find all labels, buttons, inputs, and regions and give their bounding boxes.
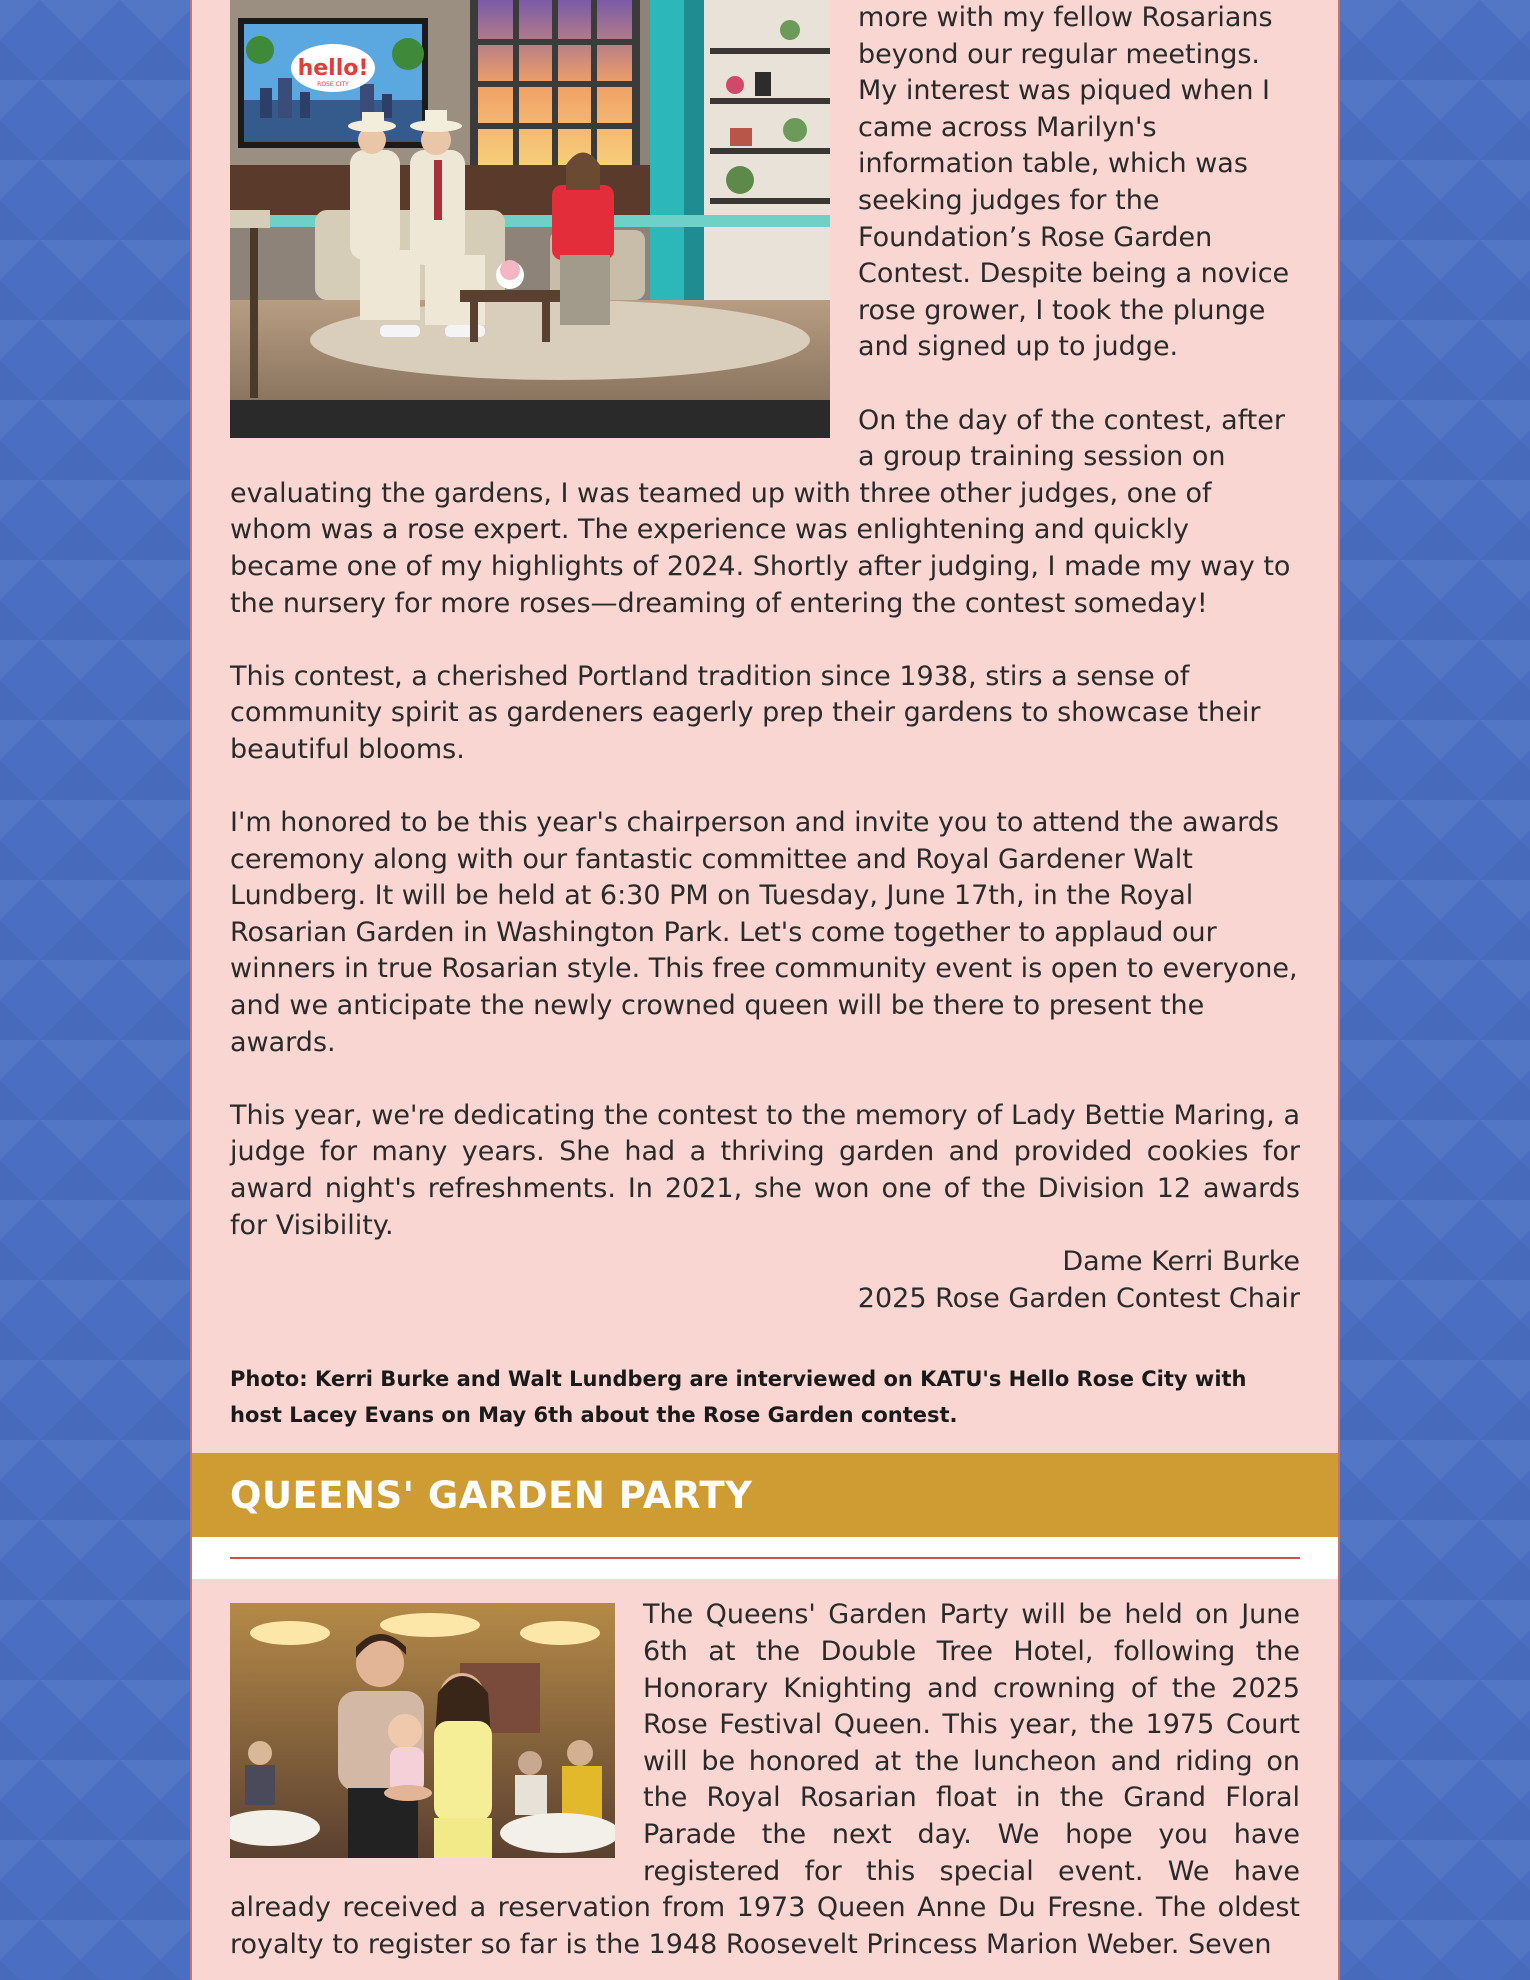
tv-studio-photo bbox=[230, 0, 830, 438]
signature-block bbox=[230, 1244, 1300, 1317]
article-paragraph-intro: more with my fellow Rosarians beyond our regular meetings. My interest was piqued when I came across Marilyn's information table, which was seeking judges for the Foundation’s Rose Garden Contest. Despite being a novice rose grower, I took the plunge and signed up to judge. bbox=[858, 2, 1290, 363]
tv-logo-text: hello! bbox=[297, 56, 369, 81]
article-paragraph-judging: On the day of the contest, after a group training session on evaluating the gardens, I was teamed up with three other judges, one of whom was a rose expert. The experience was enlightening and quickly became one of my highlights of 2024. Shortly after judging, I made my way to the nursery for more roses—dreaming of entering the contest someday! bbox=[230, 404, 1291, 619]
section-header-queens-garden-party bbox=[192, 1453, 1338, 1537]
tv-logo-subtext: ROSE CITY bbox=[317, 81, 349, 88]
garden-party-photo-art bbox=[230, 1603, 615, 1858]
caption-show-name: Hello Rose City bbox=[1008, 1367, 1188, 1392]
signature-title: 2025 Rose Garden Contest Chair bbox=[857, 1282, 1300, 1314]
article-body bbox=[192, 0, 1338, 1433]
caption-part-a: Photo: Kerri Burke and Walt Lundberg are interviewed on KATU's bbox=[230, 1367, 1009, 1392]
garden-party-photo bbox=[230, 1603, 615, 1858]
tv-studio-photo-art bbox=[230, 0, 830, 438]
article-paragraph-invitation: I'm honored to be this year's chairperson and invite you to attend the awards ceremony along with our fantastic committee and Royal Gardener Walt Lundberg. It will be held at 6:30 PM on Tuesday, June 17th, in the Royal Rosarian Garden in Washington Park. Let's come together to applaud our winners in true Rosarian style. This free community event is open to everyone, and we anticipate the newly crowned queen will be there to present the awards. bbox=[230, 807, 1298, 1058]
article-paragraph-tradition: This contest, a cherished Portland tradition since 1938, stirs a sense of community spirit as gardeners eagerly prep their gardens to showcase their beautiful blooms. bbox=[230, 660, 1261, 765]
section-divider-band bbox=[192, 1537, 1338, 1579]
article-paragraph-dedication: This year, we're dedicating the contest to the memory of Lady Bettie Maring, a judge for many years. She had a thriving garden and provided cookies for award night's refreshments. In 2021, she won one of the Division 12 awards for Visibility. bbox=[230, 1099, 1300, 1241]
photo-caption bbox=[230, 1361, 1300, 1433]
section-divider-line bbox=[230, 1557, 1300, 1559]
queens-garden-party-body bbox=[192, 1579, 1338, 1963]
caption-part-b: with host Lacey Evans on May 6th bbox=[230, 1367, 1247, 1428]
newsletter-column bbox=[190, 0, 1340, 1980]
caption-part-c: about the Rose Garden contest. bbox=[580, 1403, 958, 1428]
signature-name: Dame Kerri Burke bbox=[1062, 1246, 1300, 1278]
section-title: QUEENS' GARDEN PARTY bbox=[230, 1473, 753, 1517]
garden-party-paragraph: The Queens' Garden Party will be held on June 6th at the Double Tree Hotel, following the Honorary Knighting and crowning of the 2025 Rose Festival Queen. This year, the 1975 Court will be honored at the luncheon and riding on the Royal Rosarian float in the Grand Floral Parade the next day. We hope you have registered for this special event. We have already received a reservation from 1973 Queen Anne Du Fresne. The oldest royalty to register so far is the 1948 Roosevelt Princess Marion Weber. Seven bbox=[230, 1599, 1300, 1960]
